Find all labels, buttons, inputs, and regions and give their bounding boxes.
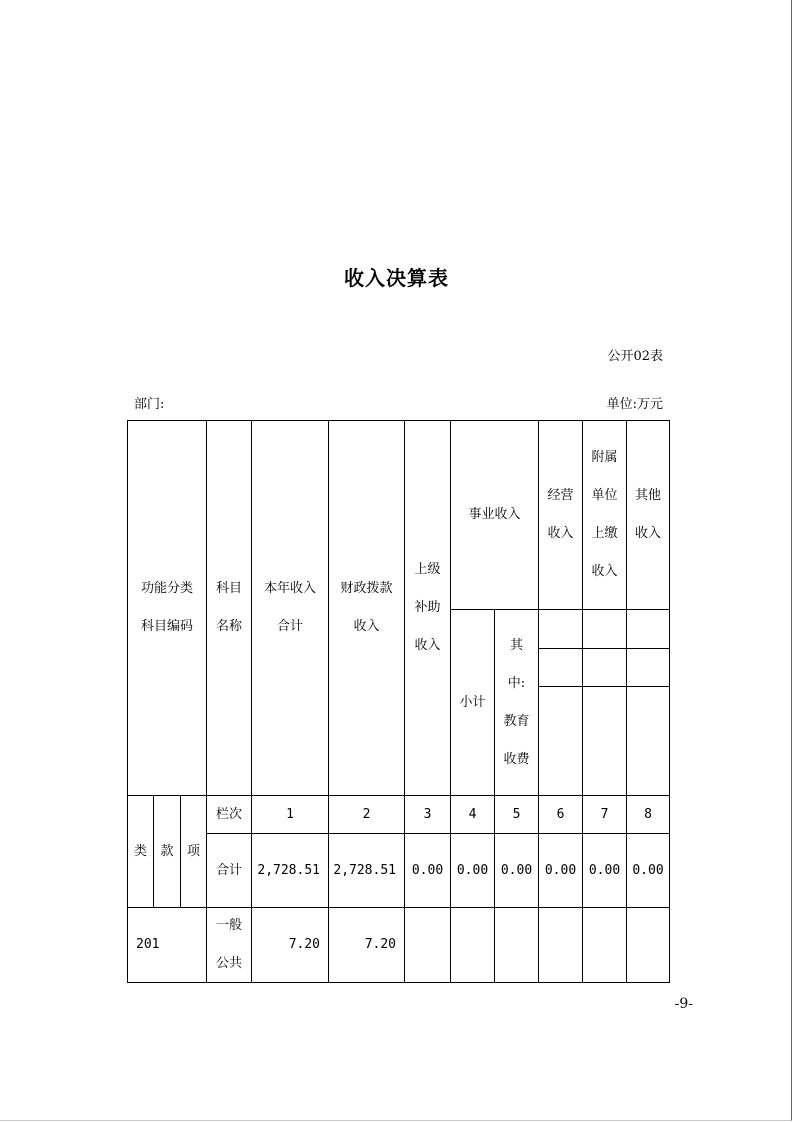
header-business-subtotal: 小计	[459, 694, 486, 710]
total-row-label: 合计	[215, 862, 242, 878]
total-value: 0.00	[588, 862, 621, 878]
header-operating: 经营 收入	[547, 488, 574, 541]
page-number: -9-	[674, 996, 693, 1012]
total-value: 2,728.51	[333, 862, 396, 878]
row-name: 一般 公共	[215, 918, 242, 971]
column-number: 6	[556, 806, 565, 822]
header-superior: 上级 补助 收入	[414, 562, 441, 653]
column-number: 8	[644, 806, 652, 822]
column-order-label: 栏次	[215, 806, 242, 822]
header-other: 其他 收入	[634, 488, 661, 541]
unit-label: 单位:万元	[606, 397, 663, 412]
total-value: 0.00	[456, 862, 489, 878]
header-business: 事业收入	[468, 507, 521, 522]
column-number: 5	[512, 806, 521, 822]
column-number: 1	[286, 806, 294, 822]
total-value: 0.00	[411, 862, 444, 878]
header-func-code: 功能分类 科目编码	[140, 581, 193, 634]
header-business-edu: 其 中: 教育 收费	[503, 637, 530, 767]
row-fiscal: 7.20	[364, 937, 396, 952]
header-total: 本年收入 合计	[263, 581, 316, 634]
department-label: 部门:	[134, 397, 165, 412]
column-number: 2	[362, 806, 371, 822]
header-kuan: 款	[160, 843, 174, 859]
header-affiliated: 附属 单位 上缴 收入	[591, 450, 618, 579]
column-number: 3	[423, 806, 432, 822]
header-fiscal: 财政拨款 收入	[340, 581, 393, 634]
row-code: 201	[136, 937, 160, 952]
total-value: 2,728.51	[257, 862, 320, 878]
header-xiang: 项	[186, 843, 200, 859]
header-lei: 类	[133, 843, 147, 859]
row-total: 7.20	[288, 937, 320, 952]
total-value: 0.00	[632, 862, 664, 878]
total-value: 0.00	[544, 862, 577, 878]
form-code: 公开02表	[607, 349, 663, 364]
column-number: 4	[468, 806, 477, 822]
total-value: 0.00	[500, 862, 533, 878]
column-number: 7	[600, 806, 609, 822]
header-subject-name: 科目 名称	[215, 581, 242, 634]
page-title: 收入决算表	[344, 266, 449, 290]
